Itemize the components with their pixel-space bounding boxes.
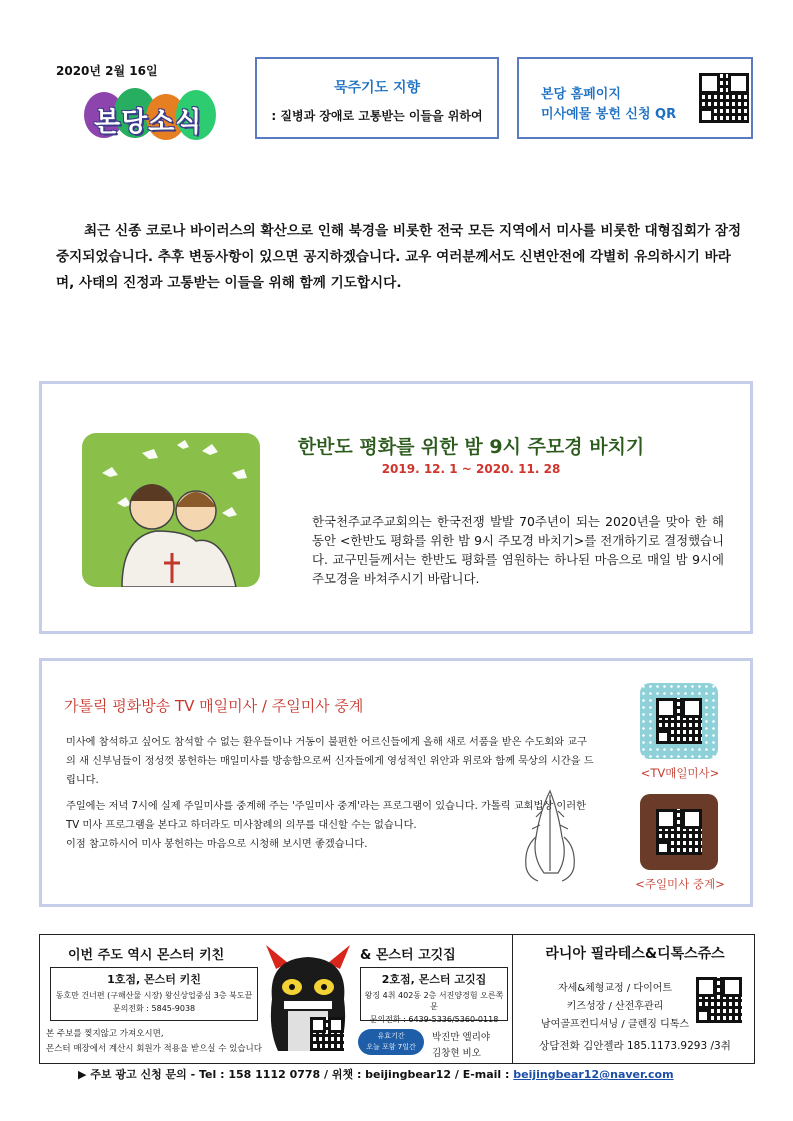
- tv-mass-title: 가톨릭 평화방송 TV 매일미사 / 주일미사 중계: [64, 697, 364, 715]
- ad-author-1: 박진만 엘리야: [432, 1032, 491, 1043]
- tv-mass-section: [39, 658, 753, 907]
- covid-notice: 최근 신종 코로나 바이러스의 확산으로 인해 북경을 비롯한 전국 모든 지역에서 미사를 비롯한 대형집회가 잠정 중지되었습니다. 추후 변동사항이 있으면 공지하겠습니다. 교우 여러분께서도 신변안전에 각별히 유의하시기 바라며, 사태의 진정과 고통받는 이들을 위해 함께 기도합시다.: [56, 223, 742, 291]
- pilates-ad-contact: 상담전화 김안젤라 185.1173.9293 /3취: [539, 1040, 731, 1052]
- prayer-intention-box: [255, 57, 499, 139]
- shop-1-card: [50, 967, 258, 1021]
- prayer-intention-text: : 질병과 장애로 고통받는 이들을 위하여: [271, 109, 483, 123]
- sunday-mass-qr-label: <주일미사 중계>: [635, 877, 725, 891]
- validity-badge-line-1: 유효기간: [377, 1032, 405, 1040]
- peace-prayer-section: [39, 381, 753, 634]
- validity-badge-line-2: 오늘 포함 7일간: [366, 1043, 416, 1051]
- tv-daily-mass-qr-card[interactable]: [640, 683, 718, 759]
- ad-inquiry-footer: [78, 1066, 718, 1082]
- pilates-ad-item-1: 자세&체형교정 / 다이어트: [557, 983, 673, 994]
- ad-coupon-note-line-2: 몬스터 매장에서 계산시 회원가 적용을 받으실 수 있습니다: [46, 1044, 262, 1054]
- monster-ad-heading-2: & 몬스터 고깃집: [360, 948, 456, 963]
- ad-inquiry-text: ▶ 주보 광고 신청 문의 - Tel : 158 1112 0778 / 위챗 : beijingbear12 / E-mail :: [78, 1068, 514, 1081]
- ad-inquiry-email-link[interactable]: beijingbear12@naver.com: [513, 1068, 674, 1081]
- sunday-mass-qr-card[interactable]: [640, 794, 718, 870]
- pilates-ad-title: 라니아 필라테스&디톡스쥬스: [545, 946, 725, 962]
- tv-daily-mass-qr-label: <TV매일미사>: [640, 766, 720, 780]
- bulletin-date: 2020년 2월 16일: [56, 64, 158, 78]
- tv-mass-paragraph-3-text: 이점 참고하시어 미사 봉헌하는 마음으로 시청해 보시면 좋겠습니다.: [66, 839, 368, 850]
- homepage-qr-code[interactable]: [699, 73, 749, 123]
- monster-ad-heading-1: 이번 주도 역시 몬스터 키친: [68, 948, 225, 963]
- shop-2-name: 2호점, 몬스터 고깃집: [381, 973, 487, 986]
- ad-coupon-note-line-1: 본 주보를 찢지않고 가져오시면,: [46, 1029, 164, 1039]
- peace-prayer-body: 한국천주교주교회의는 한국전쟁 발발 70주년이 되는 2020년을 맞아 한 해 동안 <한반도 평화를 위한 밤 9시 주모경 바치기>를 전개하기로 결정했습니다. 교구민들께서는 한반도 평화를 염원하는 하나된 마음으로 매일 밤 9시에 주모경을 바쳐주시기 바랍니다.: [312, 514, 724, 586]
- tv-mass-paragraph-1: 미사에 참석하고 싶어도 참석할 수 없는 환우들이나 거동이 불편한 어르신들에게 올해 새로 서품을 받은 수도회와 교구의 새 신부님들이 정성껏 봉헌하는 매일미사를 방송함으로써 신자들에게 영성적인 위안과 위로와 함께 묵상의 시간을 드립니다.: [66, 737, 594, 786]
- validity-badge: [358, 1029, 424, 1055]
- pilates-ad-item-3: 남여골프컨디셔닝 / 클렌징 디톡스: [540, 1019, 690, 1030]
- logo-text: 본당소식: [94, 107, 203, 138]
- homepage-qr-box: [517, 57, 753, 139]
- homepage-qr-line2: 미사예물 봉헌 신청 QR: [541, 107, 677, 122]
- shop-1-address: 동호만 건너편 (구해산물 시장) 왕신상업중심 3층 북도끝: [55, 991, 253, 1000]
- peace-prayer-title: 한반도 평화를 위한 밤 9시 주모경 바치기: [297, 436, 645, 458]
- ad-coupon-note: [46, 1027, 262, 1057]
- praying-hands-illustration: [512, 781, 590, 885]
- sunday-mass-qr-code[interactable]: [656, 809, 702, 855]
- peace-prayer-dates: 2019. 12. 1 ~ 2020. 11. 28: [381, 462, 561, 476]
- tv-mass-paragraph-2-text: 주일에는 저녁 7시에 실제 주일미사를 중계해 주는 '주일미사 중계'라는 프로그램이 있습니다. 가톨릭 교회법상 이러한 TV 미사 프로그램을 본다고 하더라도 미사참례의 의무를 대신할 수는 없습니다.: [66, 801, 586, 831]
- monster-qr-code[interactable]: [310, 1017, 344, 1051]
- bulletin-logo: [84, 88, 216, 146]
- homepage-qr-line1: 본당 홈페이지: [541, 87, 621, 102]
- pilates-qr-code[interactable]: [696, 977, 742, 1023]
- pilates-ad-item-2: 키즈성장 / 산전후관리: [566, 1001, 664, 1012]
- advertisement-box: [39, 934, 755, 1064]
- prayer-intention-title: 묵주기도 지향: [333, 80, 421, 96]
- tv-daily-mass-qr-code[interactable]: [656, 698, 702, 744]
- ad-divider: [512, 935, 513, 1063]
- shop-2-card: [360, 967, 508, 1024]
- shop-2-address: 왕징 4취 402동 2층 서진양경험 오른쪽문: [364, 991, 504, 1011]
- shop-1-name: 1호점, 몬스터 키친: [107, 973, 201, 986]
- ad-author-2: 김창현 비오: [432, 1048, 481, 1059]
- shop-1-phone: 문의전화 : 5845-9038: [112, 1004, 196, 1013]
- shop-2-phone: 문의전화 : 6439-5336/5360-0118: [369, 1015, 499, 1024]
